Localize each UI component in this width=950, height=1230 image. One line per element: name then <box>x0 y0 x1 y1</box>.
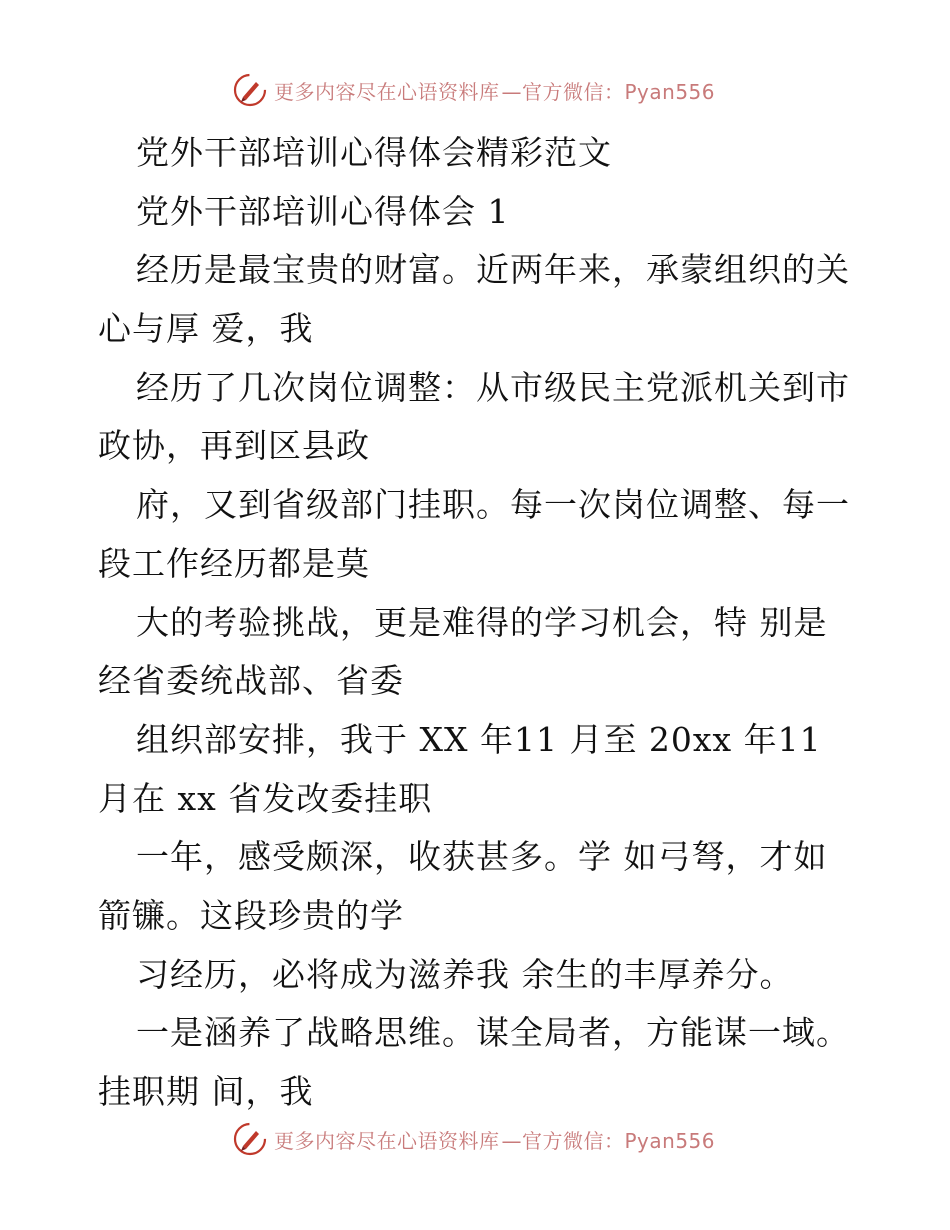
pen-seal-logo-icon <box>232 1121 268 1157</box>
text-line: 心与厚 爱，我 <box>98 309 314 349</box>
document-body <box>98 124 858 1122</box>
text-line: 一是涵养了战略思维。谋全局者，方能谋一域。 <box>136 1013 850 1053</box>
header-watermark-banner <box>232 70 752 110</box>
pen-seal-logo-icon <box>232 72 268 108</box>
footer-watermark-banner <box>232 1119 752 1159</box>
text-line: 一年，感受颇深，收获甚多。学 如弓弩，才如 <box>136 837 828 877</box>
text-line: 习经历，必将成为滋养我 余生的丰厚养分。 <box>136 954 794 994</box>
text-line: 经历了几次岗位调整：从市级民主党派机关到市 <box>136 367 850 407</box>
text-line: 经历是最宝贵的财富。近两年来，承蒙组织的关 <box>136 250 850 290</box>
document-title: 党外干部培训心得体会精彩范文 <box>136 133 612 172</box>
text-line: 经省委统战部、省委 <box>98 661 404 701</box>
banner-text: 更多内容尽在心语资料库 <box>274 79 500 104</box>
banner-text: 更多内容尽在心语资料库 <box>274 1128 500 1153</box>
text-line: 大的考验挑战，更是难得的学习机会，特 别是 <box>136 602 828 642</box>
text-line: 组织部安排，我于 XX 年11 月至 20xx 年11 <box>136 719 822 759</box>
text-line: 月在 xx 省发改委挂职 <box>98 778 433 818</box>
text-line: 府，又到省级部门挂职。每一次岗位调整、每一 <box>136 485 850 525</box>
section-heading: 党外干部培训心得体会 1 <box>136 191 510 231</box>
text-line: 段工作经历都是莫 <box>98 543 370 583</box>
text-line: 挂职期 间，我 <box>98 1072 314 1111</box>
text-line: 政协，再到区县政 <box>98 426 370 466</box>
banner-wechat: —官方微信：Pyan556 <box>501 79 716 104</box>
text-line: 箭镰。这段珍贵的学 <box>98 895 404 935</box>
banner-wechat: —官方微信：Pyan556 <box>501 1128 716 1153</box>
